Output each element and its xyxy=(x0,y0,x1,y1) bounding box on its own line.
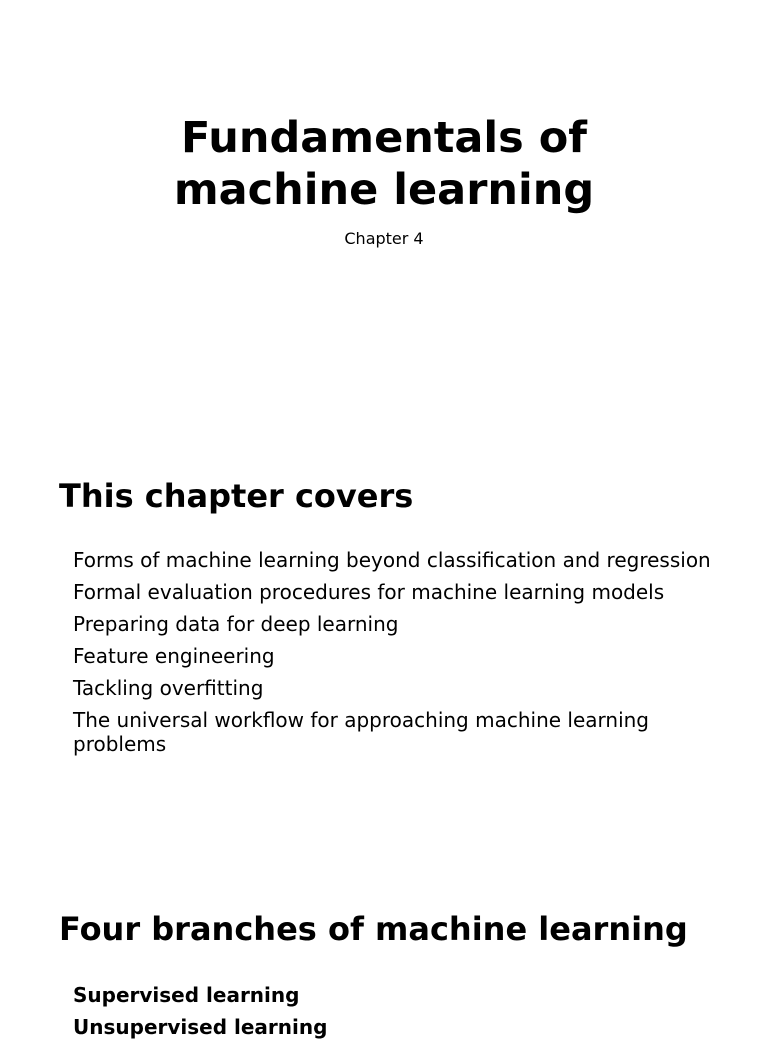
slide-subtitle: Chapter 4 xyxy=(344,229,424,248)
slide-title-line-2: machine learning xyxy=(173,165,595,215)
branches-list xyxy=(73,982,713,1046)
branches-heading: Four branches of machine learning xyxy=(59,910,688,948)
covers-heading: This chapter covers xyxy=(59,477,414,515)
slide-title-line-1: Fundamentals of xyxy=(181,113,587,163)
slide-title xyxy=(0,112,768,216)
covers-list-item: Tackling overfitting xyxy=(73,676,264,700)
covers-list xyxy=(73,548,713,764)
covers-list-item: Preparing data for deep learning xyxy=(73,612,399,636)
covers-list-item: Feature engineering xyxy=(73,644,275,668)
branches-list-item: Supervised learning xyxy=(73,983,300,1007)
title-slide xyxy=(0,112,768,412)
covers-list-item: Formal evaluation procedures for machine learning models xyxy=(73,580,665,604)
branches-list-item: Unsupervised learning xyxy=(73,1015,328,1039)
covers-list-item: Forms of machine learning beyond classification and regression xyxy=(73,548,711,572)
covers-list-item: The universal workflow for approaching machine learning problems xyxy=(73,708,649,756)
